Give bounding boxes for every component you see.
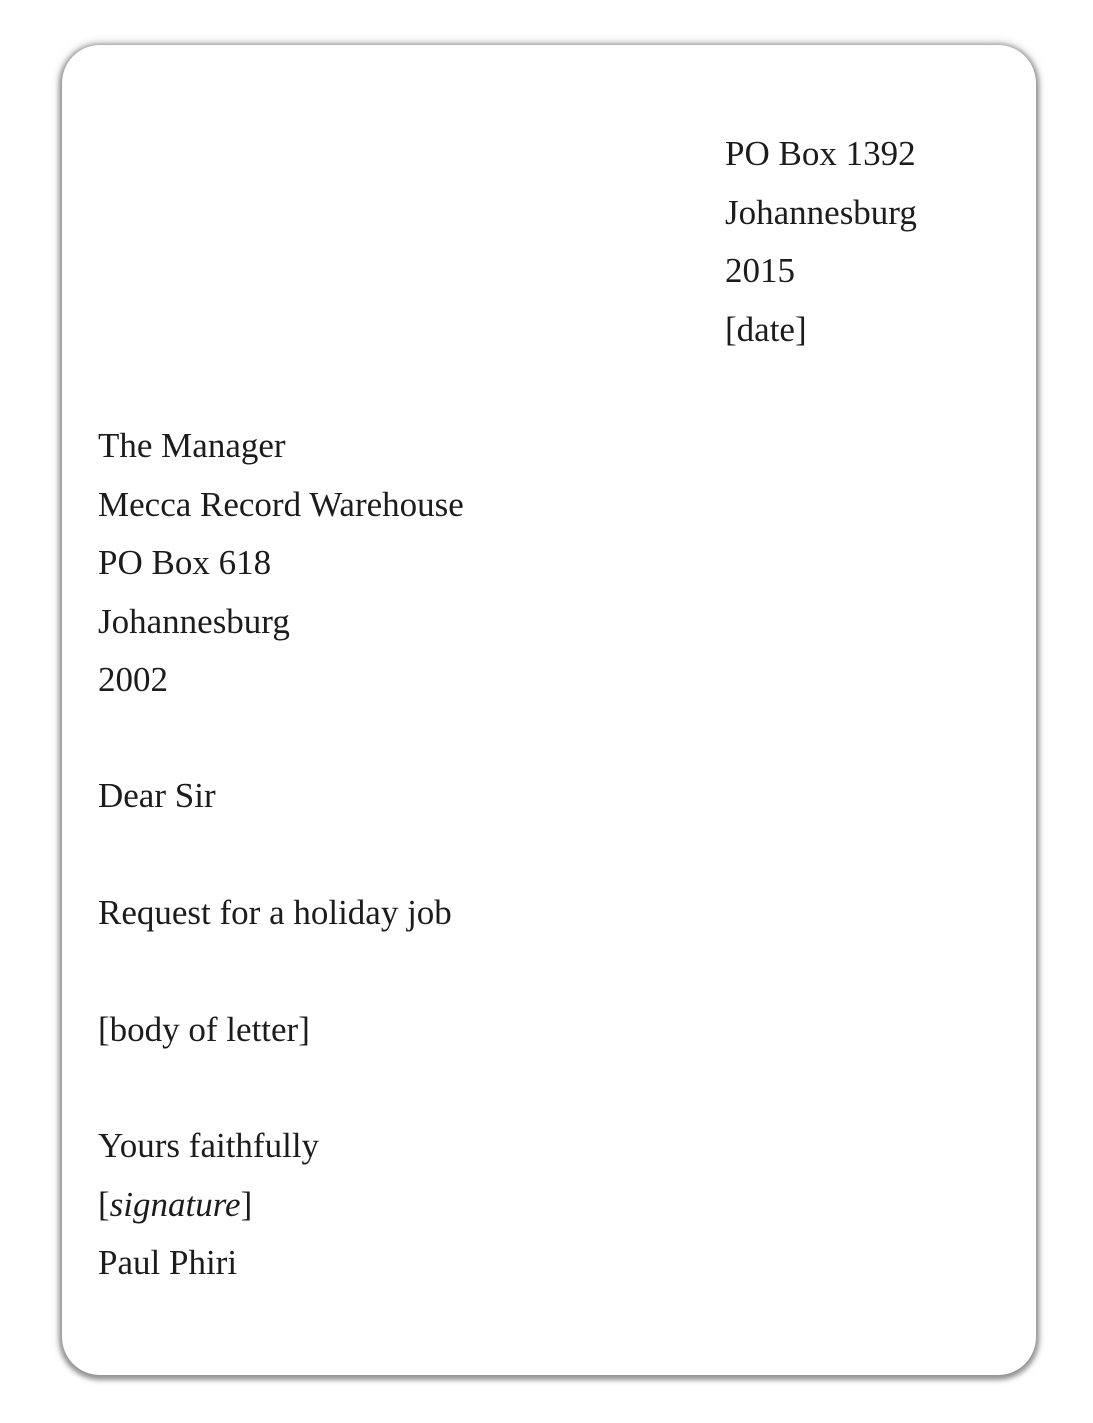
salutation: Dear Sir [98, 776, 216, 815]
signature-placeholder [98, 1176, 319, 1235]
closing-block [98, 1117, 319, 1293]
sender-address-line: PO Box 1392 [725, 134, 916, 173]
recipient-title: The Manager [98, 426, 286, 465]
signature-open-bracket: [ [98, 1184, 110, 1224]
signature-close-bracket: ] [240, 1184, 253, 1224]
signature-word: signature [109, 1184, 241, 1224]
sender-address [725, 125, 917, 359]
recipient-company: Mecca Record Warehouse [98, 484, 464, 524]
recipient-city: Johannesburg [98, 601, 290, 641]
sender-address-postal-code: 2015 [725, 251, 795, 290]
complimentary-close: Yours faithfully [98, 1126, 320, 1165]
sender-address-city: Johannesburg [725, 192, 917, 232]
date-placeholder: [date] [725, 309, 807, 349]
recipient-postal-code: 2002 [98, 660, 168, 699]
subject-line: Request for a holiday job [98, 893, 452, 932]
signer-name: Paul Phiri [98, 1243, 238, 1282]
recipient-address [98, 417, 464, 710]
recipient-po-box: PO Box 618 [98, 543, 272, 582]
body-placeholder: [body of letter] [98, 1010, 310, 1049]
